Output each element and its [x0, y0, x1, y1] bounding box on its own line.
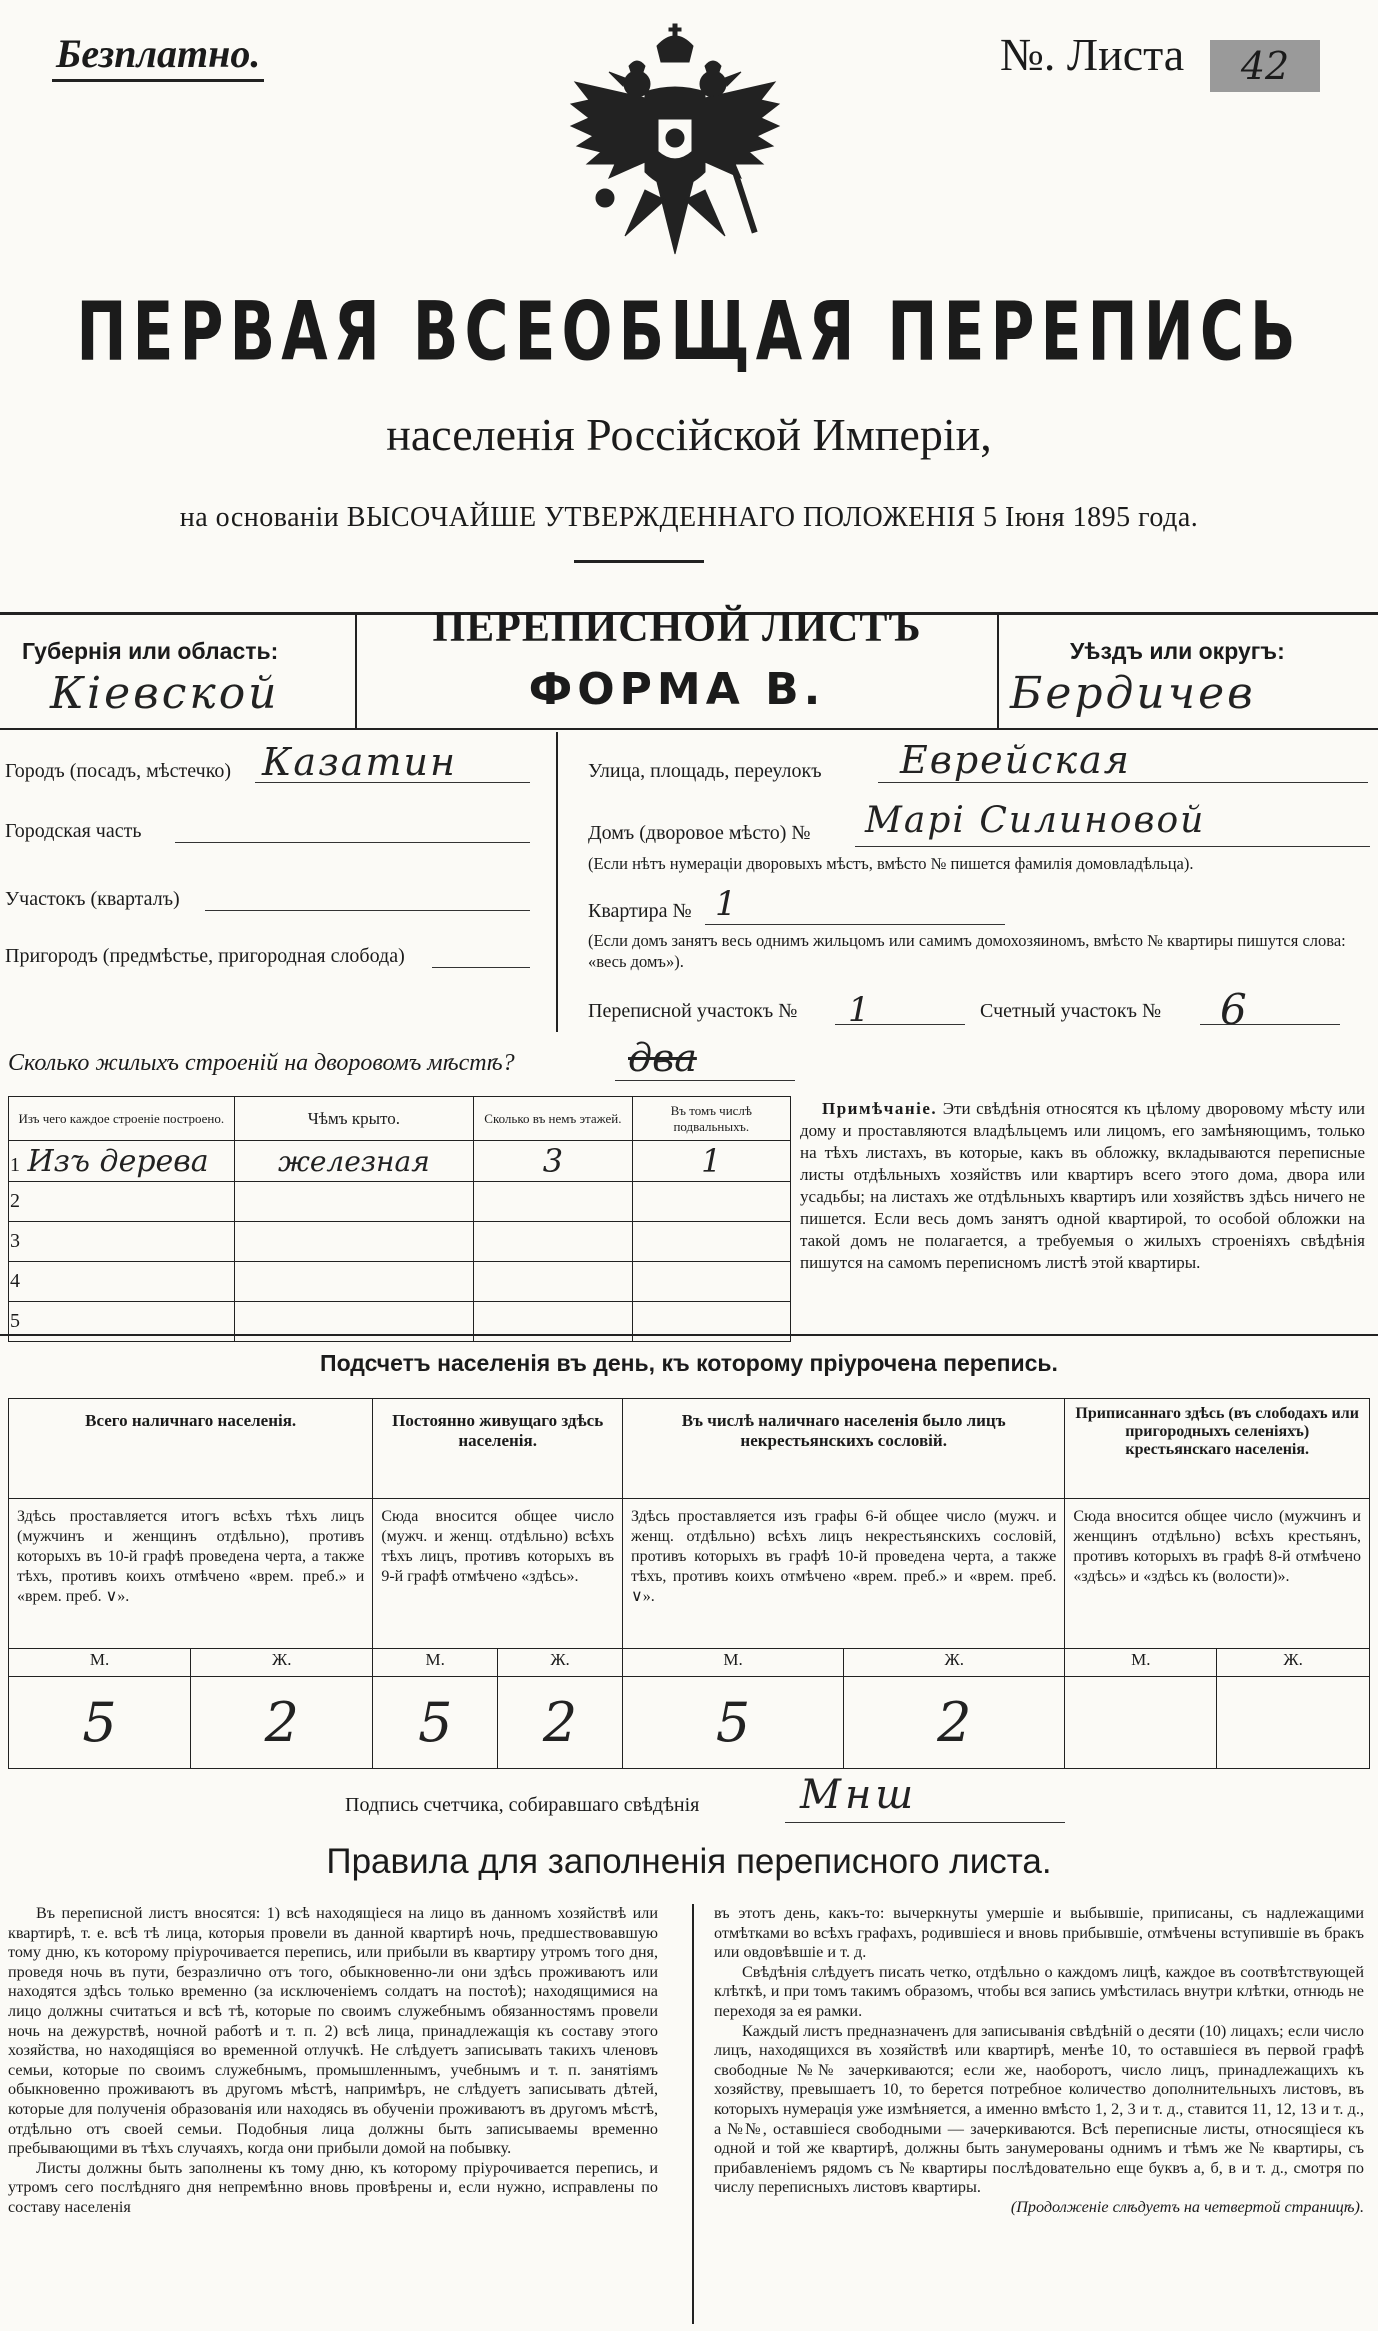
buildings-table — [8, 1096, 791, 1342]
house-value: Марі Силиновой — [865, 800, 1206, 841]
uezd-value: Бердичев — [1010, 668, 1256, 719]
group-2-description: Сюда вносится общее число (мужч. и женщ. отдѣльно) всѣхъ тѣхъ лицъ, противъ которыхъ въ 9-й графѣ отмѣчено «здѣсь». — [373, 1499, 623, 1649]
group-4-header: Приписаннаго здѣсь (въ слободахъ или пригородныхъ селеніяхъ) крестьянскаго населенія. — [1065, 1399, 1370, 1499]
building-row-3-floors — [474, 1222, 632, 1262]
group-4-f-label: Ж. — [1217, 1649, 1370, 1677]
building-row-4-floors — [474, 1262, 632, 1302]
group-1-m-label: М. — [9, 1649, 191, 1677]
col-basement-header: Въ томъ числѣ подвальныхъ. — [632, 1097, 790, 1141]
sheet-number-value: 42 — [1210, 40, 1320, 92]
group-3-female-count: 2 — [844, 1677, 1065, 1769]
form-name: ФОРМА В. — [528, 664, 826, 715]
col-floors-header: Сколько въ немъ этажей. — [474, 1097, 632, 1141]
title-divider — [574, 560, 704, 563]
row-number: 5 — [10, 1310, 20, 1332]
building-row-3-material — [9, 1222, 235, 1262]
rules-right-paragraph-1: въ этотъ день, какъ-то: вычеркнуты умершіе и выбывшіе, приписаны, съ надлежащими отмѣтками во всѣхъ графахъ, родившіеся и вновь прибывшіе, отмѣчены вступившіе въ бракъ или овдовѣвшіе и т. д. — [714, 1904, 1364, 1962]
note-text: Эти свѣдѣнія относятся къ цѣлому дворовому мѣсту или дому и проставляются владѣльцемъ или лицомъ, его замѣняющимъ, только на тѣхъ листахъ, въ которые, какъ въ обложку, вкладываются переписные листы отдѣльныхъ хозяйствъ или квартиръ всего этого дома, двора или усадьбы; на листахъ же отдѣльныхъ квартиръ или хозяйствъ здѣсь ничего не пишется. Если весь домъ занятъ одной квартирой, то особой обложки на такой домъ не полагается, а требуемыя о жилыхъ строеніяхъ свѣдѣнія пишутся на самомъ переписномъ листѣ этой квартиры. — [800, 1099, 1365, 1272]
building-row-1-basement: 1 — [632, 1141, 790, 1182]
rules-right-column — [714, 1904, 1364, 2218]
buildings-note — [800, 1098, 1365, 1274]
note-title: Примѣчаніе. — [822, 1099, 938, 1118]
building-row-4-basement — [632, 1262, 790, 1302]
district-field-line — [205, 910, 530, 911]
group-2-male-count: 5 — [373, 1677, 498, 1769]
subtitle: населенія Россійской Имперіи, — [386, 409, 992, 460]
group-4-female-count — [1217, 1677, 1370, 1769]
buildings-question: Сколько жилыхъ строеній на дворовомъ мѣстѣ? — [8, 1050, 515, 1076]
suburb-label: Пригородъ (предмѣстье, пригородная слобода) — [5, 945, 405, 967]
signature-value: Мнш — [800, 1772, 918, 1818]
street-field-line — [878, 782, 1368, 783]
building-row-4-roof — [234, 1262, 474, 1302]
main-title: ПЕРВАЯ ВСЕОБЩАЯ ПЕРЕПИСЬ — [76, 285, 1302, 380]
building-row-4-material — [9, 1262, 235, 1302]
group-1-header: Всего наличнаго населенія. — [9, 1399, 373, 1499]
population-table — [8, 1398, 1370, 1769]
street-label: Улица, площадь, переулокъ — [588, 760, 822, 782]
group-4-male-count — [1065, 1677, 1217, 1769]
buildings-field-line — [615, 1080, 795, 1081]
sheet-number-label: №. Листа — [1000, 29, 1185, 80]
census-district-field-line — [835, 1024, 965, 1025]
city-part-label: Городская часть — [5, 820, 142, 842]
group-3-m-label: М. — [623, 1649, 844, 1677]
group-1-description: Здѣсь проставляется итогъ всѣхъ тѣхъ лицъ (мужчинъ и женщинъ отдѣльно), противъ которыхъ въ 10-й графѣ проведена черта, а также тѣхъ, противъ коихъ отмѣчено «врем. преб.» и «врем. преб. ∨». — [9, 1499, 373, 1649]
group-4-m-label: М. — [1065, 1649, 1217, 1677]
signature-field-line — [785, 1822, 1065, 1823]
col-material-header: Изъ чего каждое строеніе построено. — [9, 1097, 235, 1141]
group-3-header: Въ числѣ наличнаго населенія было лицъ некрестьянскихъ сословій. — [623, 1399, 1065, 1499]
house-field-line — [855, 846, 1370, 847]
material-value: Изъ дерева — [27, 1143, 209, 1179]
free-label: Безплатно. — [52, 30, 264, 82]
census-district-label: Переписной участокъ № — [588, 1000, 798, 1022]
rules-right-paragraph-2: Свѣдѣнія слѣдуетъ писать четко, отдѣльно о каждомъ лицѣ, каждое въ соотвѣтствующей клѣткѣ, и при томъ такимъ образомъ, чтобы вся запись умѣстилась внутри клѣтки, отнюдь не переходя за ея рамки. — [714, 1962, 1364, 2020]
rules-left-paragraph-2: Листы должны быть заполнены къ тому дню, къ которому пріурочивается перепись, и утромъ сего послѣдняго дня непремѣнно вновь провѣрены и, если нужно, исправлены по составу населенія — [8, 2158, 658, 2216]
form-header-right-vrule — [997, 612, 999, 728]
basis-line: на основаніи ВЫСОЧАЙШЕ УТВЕРЖДЕННАГО ПОЛОЖЕНІЯ 5 Іюня 1895 года. — [179, 502, 1199, 533]
city-field-line — [255, 782, 530, 783]
row-number: 1 — [10, 1153, 20, 1176]
group-3-description: Здѣсь проставляется изъ графы 6-й общее число (мужч. и женщ. отдѣльно) всѣхъ лицъ некрестьянскихъ сословій, противъ которыхъ въ графѣ 10-й проведена черта, а также тѣхъ, противъ коихъ отмѣчено «врем. преб.» и «врем. преб. ∨». — [623, 1499, 1065, 1649]
address-vrule — [556, 732, 558, 1032]
imperial-eagle-emblem — [565, 22, 785, 267]
group-2-header: Постоянно живущаго здѣсь населенія. — [373, 1399, 623, 1499]
population-title: Подсчетъ населенія въ день, къ которому пріурочена перепись. — [320, 1350, 1058, 1376]
uezd-label: Уѣздъ или округъ: — [1070, 638, 1285, 664]
buildings-answer: два — [628, 1036, 697, 1080]
form-title: ПЕРЕПИСНОЙ ЛИСТЪ — [432, 605, 922, 651]
apartment-note: (Если домъ занятъ весь однимъ жильцомъ или самимъ домохозяиномъ, вмѣсто № квартиры пишутся слова: «весь домъ»). — [588, 931, 1346, 971]
census-district-value: 1 — [848, 990, 870, 1030]
population-top-rule — [0, 1334, 1378, 1336]
form-header-bottom-rule — [0, 728, 1378, 730]
apartment-value: 1 — [715, 884, 737, 924]
building-row-2-basement — [632, 1182, 790, 1222]
house-label: Домъ (дворовое мѣсто) № — [588, 822, 811, 844]
building-row-3-basement — [632, 1222, 790, 1262]
house-note: (Если нѣтъ нумераціи дворовыхъ мѣстъ, вмѣсто № пишется фамилія домовладѣльца). — [588, 854, 1194, 873]
group-4-description: Сюда вносится общее число (мужчинъ и женщинъ отдѣльно) всѣхъ крестьянъ, противъ которыхъ въ графѣ 8-й отмѣчено «здѣсь» и «здѣсь къ (волости)». — [1065, 1499, 1370, 1649]
col-roof-header: Чѣмъ крыто. — [234, 1097, 474, 1141]
building-row-1-material — [9, 1141, 235, 1182]
group-1-male-count: 5 — [9, 1677, 191, 1769]
city-part-field-line — [175, 842, 530, 843]
city-label: Городъ (посадъ, мѣстечко) — [5, 760, 232, 782]
guberniya-value: Кіевской — [50, 668, 280, 719]
rules-column-divider — [692, 1904, 694, 2324]
building-row-1-roof: железная — [234, 1141, 474, 1182]
group-3-male-count: 5 — [623, 1677, 844, 1769]
group-2-female-count: 2 — [498, 1677, 623, 1769]
rules-left-column — [8, 1904, 658, 2218]
building-row-3-roof — [234, 1222, 474, 1262]
row-number: 4 — [10, 1270, 20, 1292]
count-district-value: 6 — [1220, 985, 1247, 1034]
district-label: Участокъ (кварталъ) — [5, 888, 180, 910]
building-row-2-material — [9, 1182, 235, 1222]
group-2-f-label: Ж. — [498, 1649, 623, 1677]
apartment-label: Квартира № — [588, 900, 692, 922]
signature-label: Подпись счетчика, собиравшаго свѣдѣнія — [345, 1794, 700, 1816]
apartment-field-line — [705, 924, 1005, 925]
building-row-2-roof — [234, 1182, 474, 1222]
building-row-2-floors — [474, 1182, 632, 1222]
count-district-field-line — [1200, 1024, 1340, 1025]
group-3-f-label: Ж. — [844, 1649, 1065, 1677]
group-2-m-label: М. — [373, 1649, 498, 1677]
street-value: Еврейская — [900, 738, 1131, 782]
group-1-f-label: Ж. — [191, 1649, 373, 1677]
rules-title: Правила для заполненія переписного листа. — [326, 1842, 1052, 1881]
rules-left-paragraph-1: Въ переписной листъ вносятся: 1) всѣ находящіеся на лицо въ данномъ хозяйствѣ или квартирѣ, т. е. всѣ тѣ лица, которыя провели въ данной квартирѣ ночь, предшествовавшую тому дню, къ которому пріурочивается перепись, или прибыли въ квартиру утромъ того дня, проведя ночь въ пути, безразлично отъ того, обыкновенно-ли они здѣсь проживаютъ или находятся здѣсь только временно (за исключеніемъ солдатъ на постоѣ); находящимися на лицо должны считаться и всѣ тѣ, которые по своимъ служебнымъ обязанностямъ провели ночь на дежурствѣ, ночной работѣ и т. п. 2) всѣ лица, принадлежащія къ составу этого хозяйства, но находящіяся во временной отлучкѣ. Не слѣдуетъ записывать такихъ членовъ семьи, которые по своимъ служебнымъ, промышленнымъ, учебнымъ и т. п. занятіямъ обыкновенно проживаютъ въ другомъ мѣстѣ, напримѣръ, не слѣдуетъ записывать дѣтей, которые для полученія образованія или находясь въ обученіи проживаютъ въ другомъ мѣстѣ, отдѣльно отъ своей семьи. Подобныя лица должны быть записываемы временно пребывающими въ тѣхъ случаяхъ, когда они прибыли домой на побывку. — [8, 1904, 658, 2158]
guberniya-label: Губернія или область: — [22, 638, 279, 664]
building-row-1-floors: 3 — [474, 1141, 632, 1182]
count-district-label: Счетный участокъ № — [980, 1000, 1162, 1022]
group-1-female-count: 2 — [191, 1677, 373, 1769]
rules-continuation: (Продолженіе слѣдуетъ на четвертой страницѣ). — [1010, 2197, 1364, 2216]
rules-right-paragraph-3: Каждый листъ предназначенъ для записыванія свѣдѣній о десяти (10) лицахъ; если число лицъ, находящихся въ хозяйствѣ или квартирѣ, менѣе 10, то оставшіеся въ первой графѣ свободные №№ зачеркиваются; если же, наоборотъ, число лицъ, принадлежащихъ къ хозяйству, превышаетъ 10, то берется потребное количество дополнительныхъ листовъ, въ которыхъ нумерація уже измѣняется, а именно вмѣсто 1, 2, 3 и т. д., ставится 11, 12, 13 и т. д., а №№, оставшіеся свободными — зачеркиваются. Всѣ переписные листы, относящіеся къ одной и той же квартирѣ, должны быть занумерованы однимъ и тѣмъ же № квартиры, съ прибавленіемъ рядомъ съ № квартиры послѣдовательно еще буквъ а, б, в и т. д., смотря по числу переписныхъ листовъ квартиры. — [714, 2021, 1364, 2197]
suburb-field-line — [432, 967, 530, 968]
city-value: Казатин — [262, 740, 457, 784]
row-number: 2 — [10, 1190, 20, 1212]
row-number: 3 — [10, 1230, 20, 1252]
